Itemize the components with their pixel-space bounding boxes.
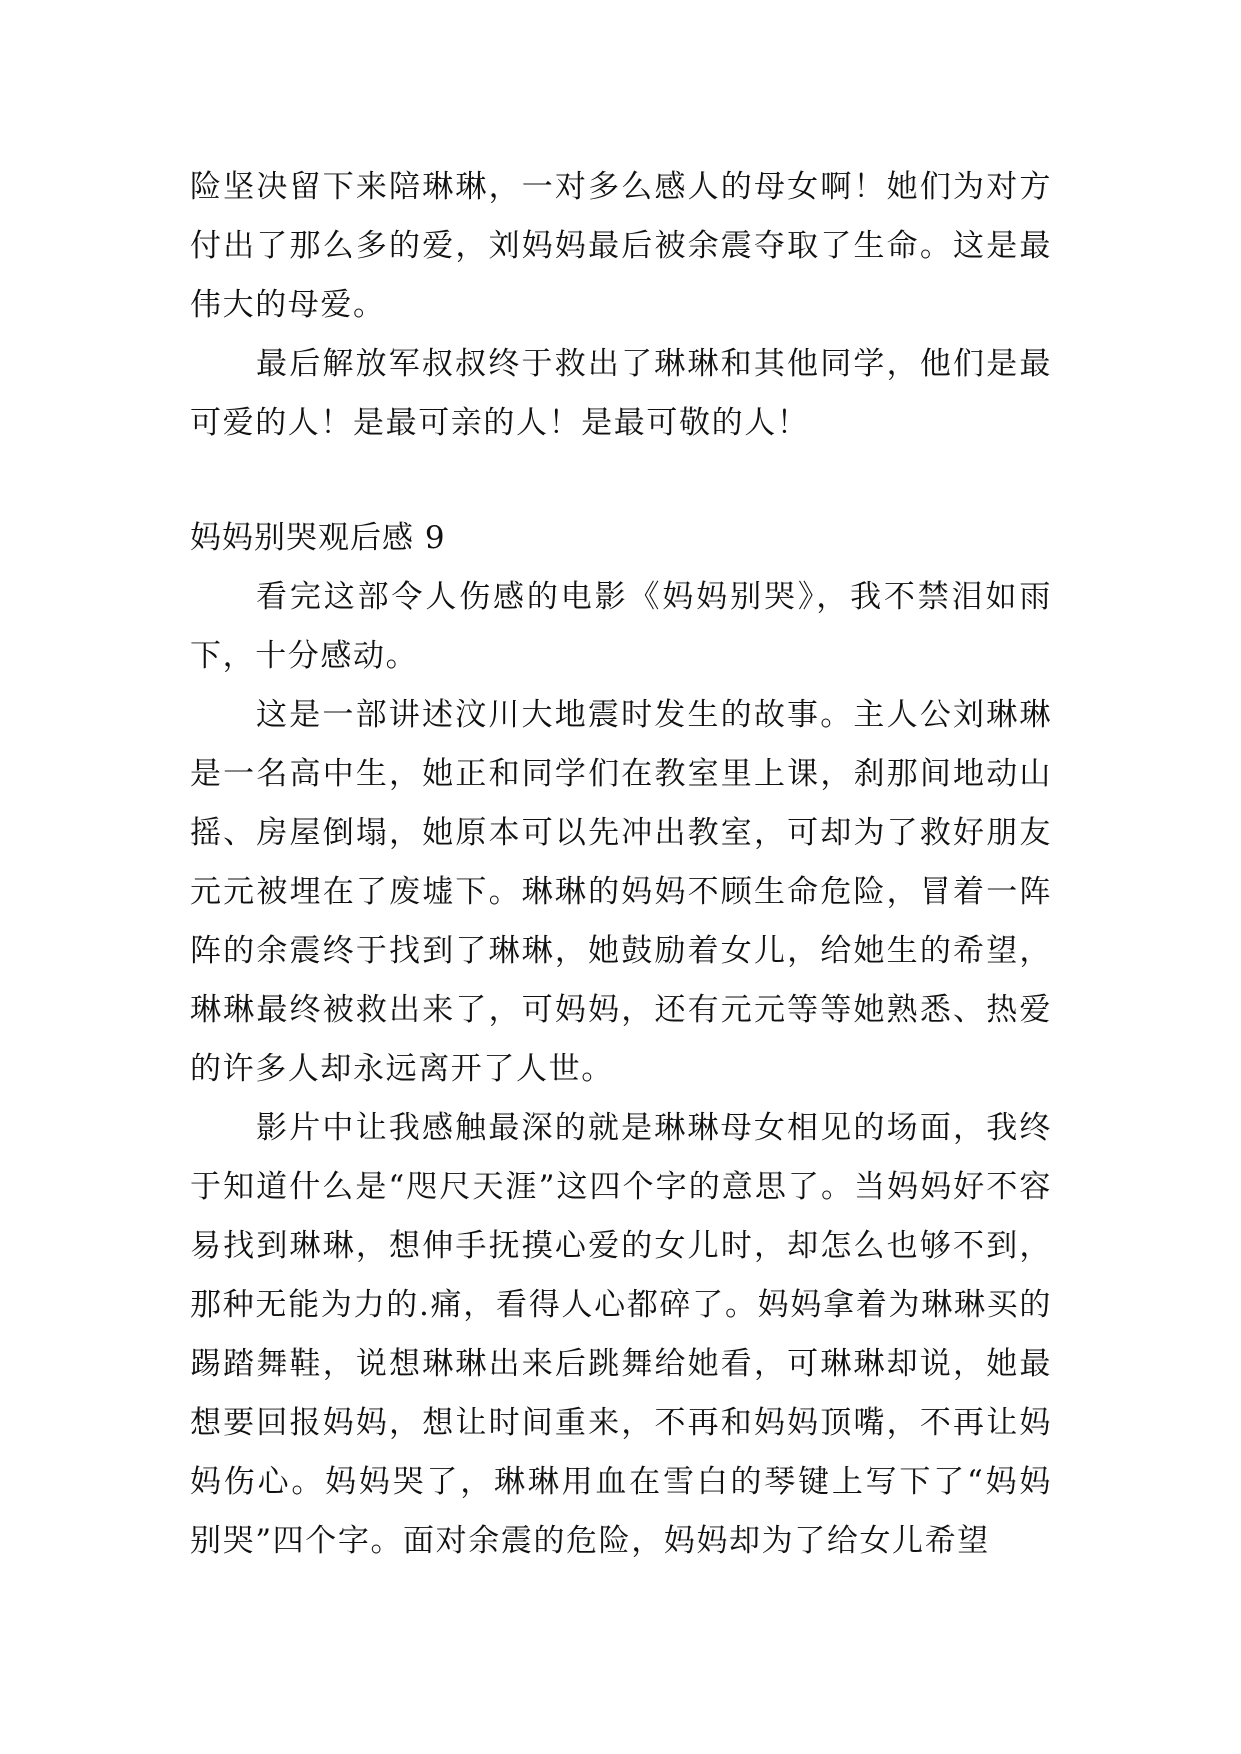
document-body — [190, 158, 1052, 1571]
section-paragraph-2: 这是一部讲述汶川大地震时发生的故事。主人公刘琳琳是一名高中生，她正和同学们在教室里上课，刹那间地动山摇、房屋倒塌，她原本可以先冲出教室，可却为了救好朋友元元被埋在了废墟下。琳琳的妈妈不顾生命危险，冒着一阵阵的余震终于找到了琳琳，她鼓励着女儿，给她生的希望，琳琳最终被救出来了，可妈妈，还有元元等等她熟悉、热爱的许多人却永远离开了人世。 — [190, 697, 1052, 1087]
section-spacer — [190, 453, 1052, 509]
section-paragraph-1: 看完这部令人伤感的电影《妈妈别哭》，我不禁泪如雨下，十分感动。 — [190, 579, 1052, 674]
continued-paragraph: 险坚决留下来陪琳琳，一对多么感人的母女啊！她们为对方付出了那么多的爱，刘妈妈最后被余震夺取了生命。这是最伟大的母爱。 — [190, 169, 1052, 323]
section-title: 妈妈别哭观后感 9 — [190, 520, 446, 556]
closing-paragraph: 最后解放军叔叔终于救出了琳琳和其他同学，他们是最可爱的人！是最可亲的人！是最可敬的人！ — [190, 346, 1052, 441]
section-paragraph-3: 影片中让我感触最深的就是琳琳母女相见的场面，我终于知道什么是“咫尺天涯”这四个字的意思了。当妈妈好不容易找到琳琳，想伸手抚摸心爱的女儿时，却怎么也够不到，那种无能为力的.痛，看得人心都碎了。妈妈拿着为琳琳买的踢踏舞鞋，说想琳琳出来后跳舞给她看，可琳琳却说，她最想要回报妈妈，想让时间重来，不再和妈妈顶嘴，不再让妈妈伤心。妈妈哭了，琳琳用血在雪白的琴键上写下了“妈妈别哭”四个字。面对余震的危险，妈妈却为了给女儿希望 — [190, 1110, 1052, 1559]
